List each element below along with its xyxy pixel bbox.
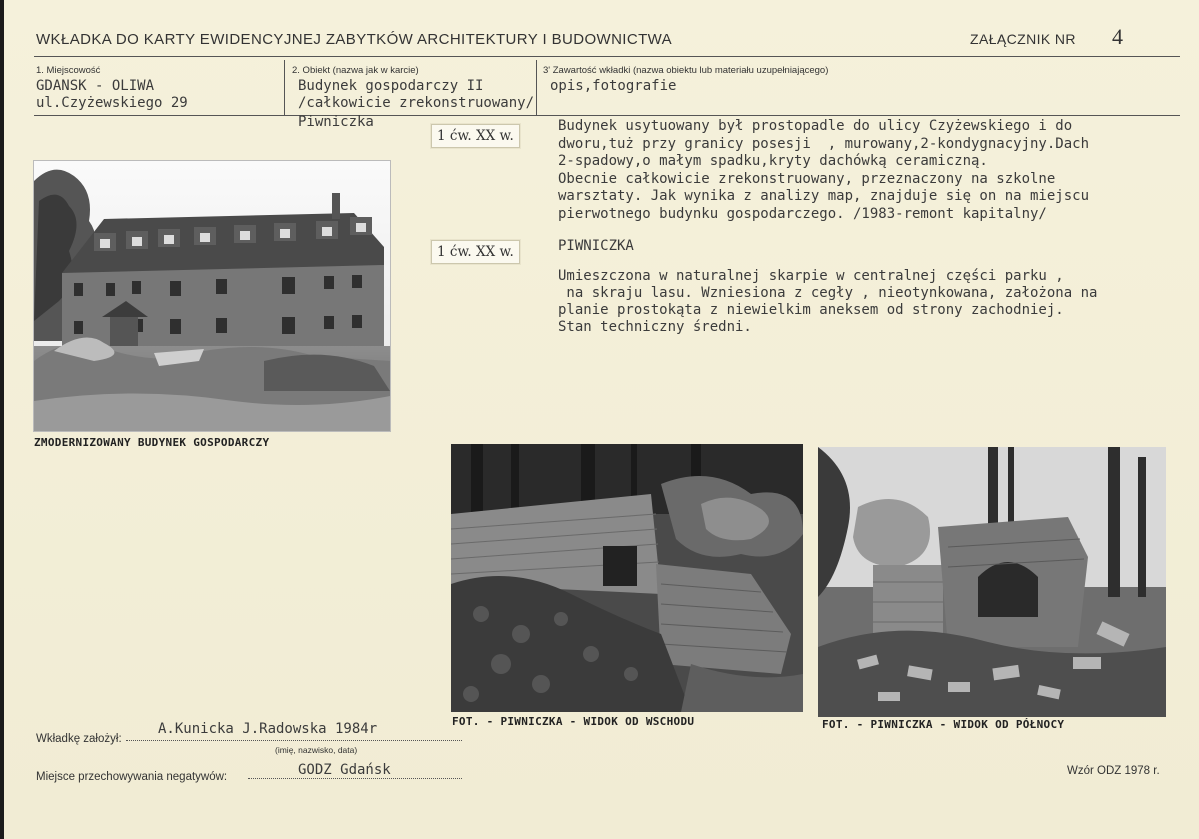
content-label: 3' Zawartość wkładki (nazwa obiektu lub materiału uzupełniającego) <box>543 65 829 76</box>
object-label: 2. Obiekt (nazwa jak w karcie) <box>292 65 419 76</box>
place-line2: ul.Czyżewskiego 29 <box>36 95 188 111</box>
entry1-line4: Obecnie całkowicie zrekonstruowany, przeznaczony na szkolne <box>558 171 1056 187</box>
scan-edge <box>0 0 4 839</box>
founded-value: A.Kunicka J.Radowska 1984r <box>158 721 378 737</box>
field-divider-2 <box>536 60 537 116</box>
entry1-line2: dworu,tuż przy granicy posesji , murowany,2-kondygnacyjny.Dach <box>558 136 1090 152</box>
attachment-number: 4 <box>1112 24 1123 49</box>
building-photo-image <box>34 161 390 431</box>
fields-rule <box>34 115 1180 116</box>
entry1-line3: 2-spadowy,o małym spadku,kryty dachówką ceramiczną. <box>558 153 988 169</box>
object-line1: Budynek gospodarczy II <box>298 78 484 94</box>
entry2-line3: planie prostokąta z niewielkim aneksem od strony zachodniej. <box>558 302 1064 318</box>
place-label: 1. Miejscowość <box>36 65 101 76</box>
photo-caption-3: FOT. - PIWNICZKA - WIDOK OD PÓŁNOCY <box>822 718 1065 731</box>
entry2-line4: Stan techniczny średni. <box>558 319 752 335</box>
founded-dotline <box>126 740 462 741</box>
place-line1: GDANSK - OLIWA <box>36 78 155 94</box>
founded-label: Wkładkę założył: <box>36 733 122 745</box>
entry2-line2: na skraju lasu. Wzniesiona z cegły , nieotynkowana, założona na <box>558 285 1098 301</box>
photo-cellar-north <box>818 447 1166 717</box>
photo-caption-2: FOT. - PIWNICZKA - WIDOK OD WSCHODU <box>452 715 695 728</box>
header-rule <box>34 56 1180 57</box>
photo-modernized-building <box>33 160 391 432</box>
cellar-east-photo-image <box>451 444 803 712</box>
entry2-date: 1 ćw. XX w. <box>431 240 520 264</box>
negatives-value: GODZ Gdańsk <box>298 762 391 778</box>
photo-cellar-east <box>451 444 803 712</box>
entry2-line1: Umieszczona w naturalnej skarpie w centralnej części parku , <box>558 268 1064 284</box>
attachment-label: ZAŁĄCZNIK NR <box>970 31 1076 47</box>
photo-caption-1: ZMODERNIZOWANY BUDYNEK GOSPODARCZY <box>34 436 270 449</box>
founded-hint: (imię, nazwisko, data) <box>275 745 358 755</box>
document-title: WKŁADKA DO KARTY EWIDENCYJNEJ ZABYTKÓW ARCHITEKTURY I BUDOWNICTWA <box>36 31 673 48</box>
field-divider-1 <box>284 60 285 116</box>
cellar-north-photo-image <box>818 447 1166 717</box>
entry1-line5: warsztaty. Jak wynika z analizy map, znajduje się on na miejscu <box>558 188 1090 204</box>
entry2-heading: PIWNICZKA <box>558 238 634 254</box>
entry1-date: 1 ćw. XX w. <box>431 124 520 148</box>
negatives-dotline <box>248 778 462 779</box>
object-line3: Piwniczka <box>298 114 374 130</box>
entry1-line6: pierwotnego budynku gospodarczego. /1983-remont kapitalny/ <box>558 206 1047 222</box>
content-line1: opis,fotografie <box>550 78 677 94</box>
entry1-line1: Budynek usytuowany był prostopadle do ulicy Czyżewskiego i do <box>558 118 1073 134</box>
negatives-label: Miejsce przechowywania negatywów: <box>36 771 228 783</box>
object-line2: /całkowicie zrekonstruowany/ <box>298 95 535 111</box>
form-reference: Wzór ODZ 1978 r. <box>1067 765 1160 777</box>
